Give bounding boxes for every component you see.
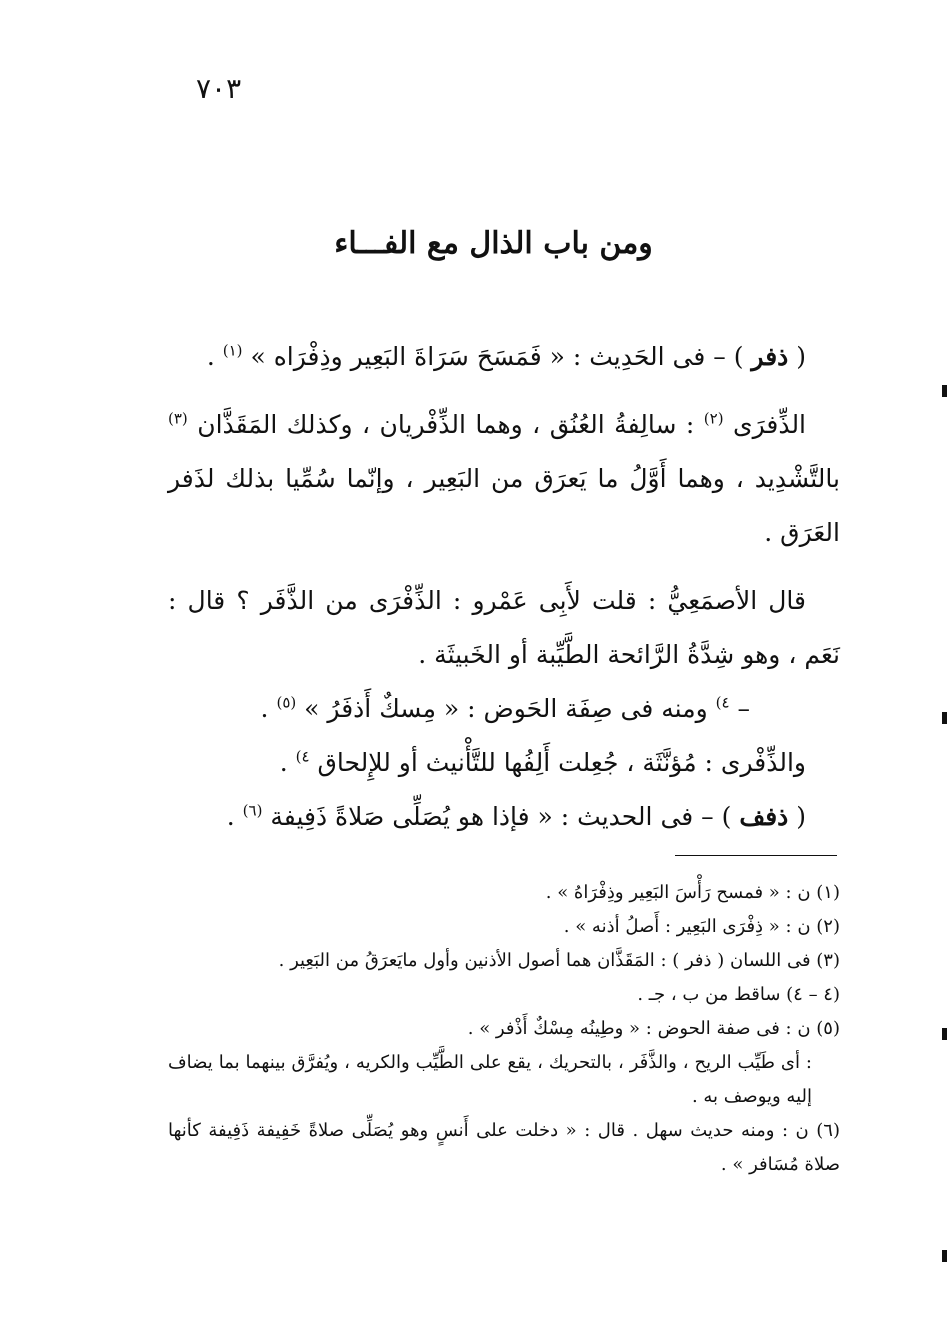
paragraph-muannatha bbox=[168, 736, 840, 790]
footnote-1: (١) ن : « فمسح رَأْسَ البَعِير وذِفْرَاهُ » . bbox=[545, 882, 840, 903]
text-run: . bbox=[226, 802, 243, 831]
footnote-6: (٦) ن : ومنه حديث سهل . قال : « دخلت على أَنسٍ وهو يُصَلِّى صلاةً خَفِيفة ذَفِيفة كأنها صلاة مُسَافر » . bbox=[168, 1120, 840, 1175]
text-run: – bbox=[729, 694, 750, 723]
scan-edge-mark bbox=[942, 712, 947, 724]
footnote-ref: ٤) bbox=[295, 747, 310, 766]
entry-end: . bbox=[206, 342, 223, 371]
paragraph-asmai: قال الأصمَعِيُّ : قلت لأَبِى عَمْرو : الذِّفْرَى من الذَّفَر ؟ قال : نَعَم ، وهو شِدَّةُ الرَّائحة الطَّيِّبة أو الخَبيثَة . bbox=[168, 586, 840, 669]
footnote-5: (٥) ن : فى صفة الحوض : « وطِينُه مِسْكٌ أَذْفر » . bbox=[467, 1018, 840, 1039]
footnote-4: (٤ – ٤) ساقط من ب ، جـ . bbox=[637, 984, 840, 1005]
text-run: . bbox=[279, 748, 296, 777]
footnote-ref: ٤) bbox=[715, 693, 730, 712]
text-run: والذِّفْرى : مُؤنَّثَة ، جُعِلت أَلِفُها للتَّأْنيث أو للإِلحاق bbox=[309, 748, 806, 777]
paragraph-hawd bbox=[168, 682, 840, 736]
text-run: : سالِفةُ العُنُق ، وهما الذِّفْريان ، وكذلك المَقَذَّان bbox=[187, 410, 704, 439]
scan-edge-mark bbox=[942, 1028, 947, 1040]
entry-headword: ذفف bbox=[739, 802, 789, 831]
footnote-separator bbox=[675, 855, 837, 856]
paren-close: ) bbox=[721, 802, 740, 831]
footnote-3: (٣) فى اللسان ( ذفر ) : المَقَذَّان هما أصول الأذنين وأول مايَعرَقُ من البَعِير . bbox=[278, 950, 840, 971]
paren-close: ) bbox=[733, 342, 752, 371]
footnote-ref: (٥) bbox=[276, 693, 297, 712]
footnote-5-continued: : أى طَيِّب الريح ، والذَّفَر ، بالتحريك ، يقع على الطَّيِّب والكريه ، ويُفرَّق بينهما بما يضاف إليه ويوصف به . bbox=[168, 1052, 812, 1107]
page-number: ٧٠٣ bbox=[196, 72, 242, 105]
scan-edge-mark bbox=[942, 385, 947, 397]
chapter-title: ومن باب الذال مع الفـــاء bbox=[334, 226, 653, 261]
footnote-2: (٢) ن : « ذِفْرَى البَعِير : أَصلُ أذنه » . bbox=[563, 916, 840, 937]
text-run: – فى الحديث : « فإذا هو يُصَلِّى صَلاةً ذَفِيفة bbox=[262, 802, 722, 831]
footnote-ref: (٣) bbox=[168, 409, 188, 428]
paren-open: ( bbox=[788, 802, 806, 831]
text-run: . bbox=[260, 694, 277, 723]
scan-edge-mark bbox=[942, 1250, 947, 1262]
text-run: بالتَّشْدِيد ، وهما أَوَّلُ ما يَعرَق من البَعِير ، وإنّما سُمِّيا بذلك لذَفر العَرَق . bbox=[168, 464, 840, 547]
text-run: الذِّفرَى bbox=[723, 410, 807, 439]
entry-text: – فى الحَدِيث : « فَمَسَحَ سَرَاةَ البَعِير وذِفْرَاه » bbox=[242, 342, 734, 371]
entry-dhafaf bbox=[168, 790, 840, 844]
paren-open: ( bbox=[788, 342, 806, 371]
footnote-ref: (٢) bbox=[703, 409, 724, 428]
entry-dhafar bbox=[168, 330, 840, 384]
main-text bbox=[168, 330, 840, 844]
footnote-ref: (٦) bbox=[242, 801, 263, 820]
paragraph-dhifra bbox=[168, 398, 840, 560]
text-run: ومنه فى صِفَة الحَوض : « مِسكٌ أَذفَرُ » bbox=[296, 694, 716, 723]
entry-headword: ذفر bbox=[751, 342, 789, 371]
footnote-ref: (١) bbox=[222, 341, 243, 360]
footnotes bbox=[168, 876, 840, 1182]
